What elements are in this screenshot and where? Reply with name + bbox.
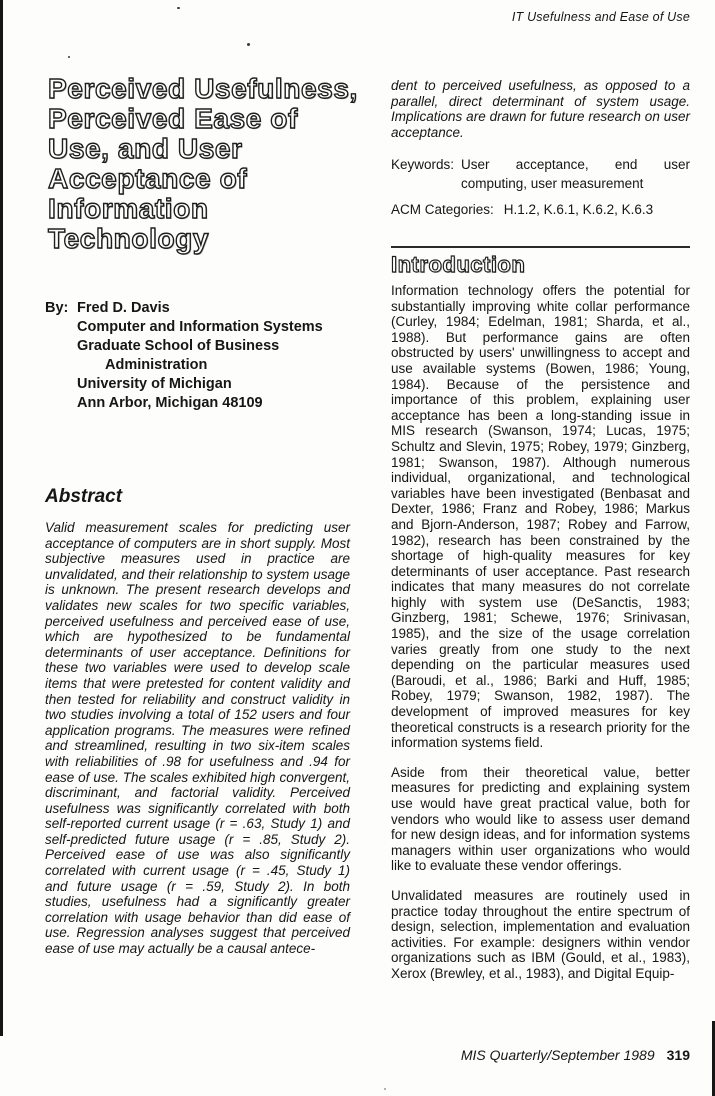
acm-categories-values: H.1.2, K.6.1, K.6.2, K.6.3 bbox=[503, 202, 654, 217]
intro-paragraph: Information technology offers the potential for substantially improving white collar performance (Curley, 1984; Edelman, 1981; Sharda, et al., 1988). But performance gains are often obstructed by users' unwillingness to accept and use available systems (Bowen, 1986; Young, 1984). Because of the persistence and importance of this problem, explaining user acceptance has been a long-standing issue in MIS research (Swanson, 1974; Lucas, 1975; Schultz and Slevin, 1975; Robey, 1979; Ginzberg, 1981; Swanson, 1987). Although numerous individual, organizational, and technological variables have been investigated (Benbasat and Dexter, 1986; Franz and Robey, 1986; Markus and Bjorn-Anderson, 1987; Robey and Farrow, 1982), research has been constrained by the shortage of high-quality measures for key determinants of user acceptance. Past research indicates that many measures do not correlate highly with system use (DeSanctis, 1983; Ginzberg, 1981; Schewe, 1976; Srinivasan, 1985), and the size of the usage correlation varies greatly from one study to the next depending on the particular measures used (Baroudi, et al., 1986; Barki and Huff, 1985; Robey, 1979; Swanson, 1982, 1987). The development of improved measures for key theoretical constructs is a research priority for the information systems field. bbox=[391, 283, 690, 751]
page-footer bbox=[300, 1047, 690, 1063]
by-label: By: bbox=[45, 300, 69, 316]
author-affiliation bbox=[45, 318, 355, 413]
ink-speck bbox=[247, 43, 250, 46]
acm-categories-label: ACM Categories: bbox=[391, 202, 494, 217]
ink-speck bbox=[68, 56, 70, 58]
scan-edge-artifact-left bbox=[0, 0, 3, 1036]
article-title-line: Information bbox=[48, 193, 209, 224]
affiliation-line: University of Michigan bbox=[77, 376, 232, 392]
acm-categories bbox=[391, 202, 690, 217]
footer-page-number: 319 bbox=[666, 1047, 690, 1063]
intro-paragraph: Unvalidated measures are routinely used in practice today throughout the entire spectrum of design, selection, implementation and evaluation activities. For example: designers within vendor organizations such as IBM (Gould, et al., 1983), Xerox (Brewley, et al., 1983), and Digital Equip- bbox=[391, 887, 690, 981]
author-block bbox=[45, 299, 355, 413]
article-title bbox=[48, 74, 368, 254]
section-rule bbox=[391, 246, 690, 248]
abstract-body: Valid measurement scales for predicting user acceptance of computers are in short supply. Most subjective measures used in practice are unvalidated, and their relationship to system usage is unknown. The present research develops and validates new scales for two specific variables, perceived usefulness and perceived ease of use, which are hypothesized to be fundamental determinants of user acceptance. Definitions for these two variables were used to develop scale items that were pretested for content validity and then tested for reliability and construct validity in two studies involving a total of 152 users and four application programs. The measures were refined and streamlined, resulting in two six-item scales with reliabilities of .98 for usefulness and .94 for ease of use. The scales exhibited high convergent, discriminant, and factorial validity. Perceived usefulness was significantly correlated with both self-reported current usage (r = .63, Study 1) and self-predicted future usage (r = .85, Study 2). Perceived ease of use was also significantly correlated with current usage (r = .45, Study 1) and future usage (r = .59, Study 2). In both studies, usefulness had a significantly greater correlation with usage behavior than did ease of use. Regression analyses suggest that perceived ease of use may actually be a causal antece- bbox=[45, 520, 350, 957]
introduction-body bbox=[391, 283, 690, 996]
affiliation-line: Graduate School of Business bbox=[77, 338, 280, 354]
keywords-block bbox=[391, 156, 690, 193]
author-by-row bbox=[45, 299, 355, 318]
article-title-line: Perceived Usefulness, bbox=[48, 73, 358, 104]
keywords-text bbox=[461, 156, 690, 193]
intro-paragraph: Aside from their theoretical value, better measures for predicting and explaining system use would have great practical value, both for vendors who would like to assess user demand for new design ideas, and for information systems managers within user organizations who would like to evaluate these vendor offerings. bbox=[391, 764, 690, 874]
footer-journal-title: MIS Quarterly/September 1989 bbox=[460, 1047, 655, 1063]
keywords-line: computing, user measurement bbox=[461, 175, 644, 191]
article-title-line: Use, and User bbox=[48, 133, 243, 164]
author-name: Fred D. Davis bbox=[77, 300, 170, 316]
ink-speck bbox=[177, 7, 180, 9]
abstract-continuation: dent to perceived usefulness, as opposed to a parallel, direct determinant of system usage. Implications are drawn for future research on user acceptance. bbox=[391, 78, 690, 140]
article-title-line: Acceptance of bbox=[48, 163, 248, 194]
affiliation-line: Administration bbox=[105, 357, 208, 373]
keywords-label: Keywords: bbox=[391, 157, 455, 172]
article-title-line: Perceived Ease of bbox=[48, 103, 298, 134]
article-title-line: Technology bbox=[48, 223, 210, 254]
running-header: IT Usefulness and Ease of Use bbox=[511, 10, 690, 24]
keywords-line: User acceptance, end user bbox=[461, 157, 690, 172]
abstract-heading: Abstract bbox=[45, 486, 123, 507]
ink-speck bbox=[384, 1088, 386, 1090]
affiliation-line: Ann Arbor, Michigan 48109 bbox=[77, 395, 263, 411]
affiliation-line: Computer and Information Systems bbox=[77, 319, 323, 335]
introduction-heading: Introduction bbox=[391, 252, 526, 277]
